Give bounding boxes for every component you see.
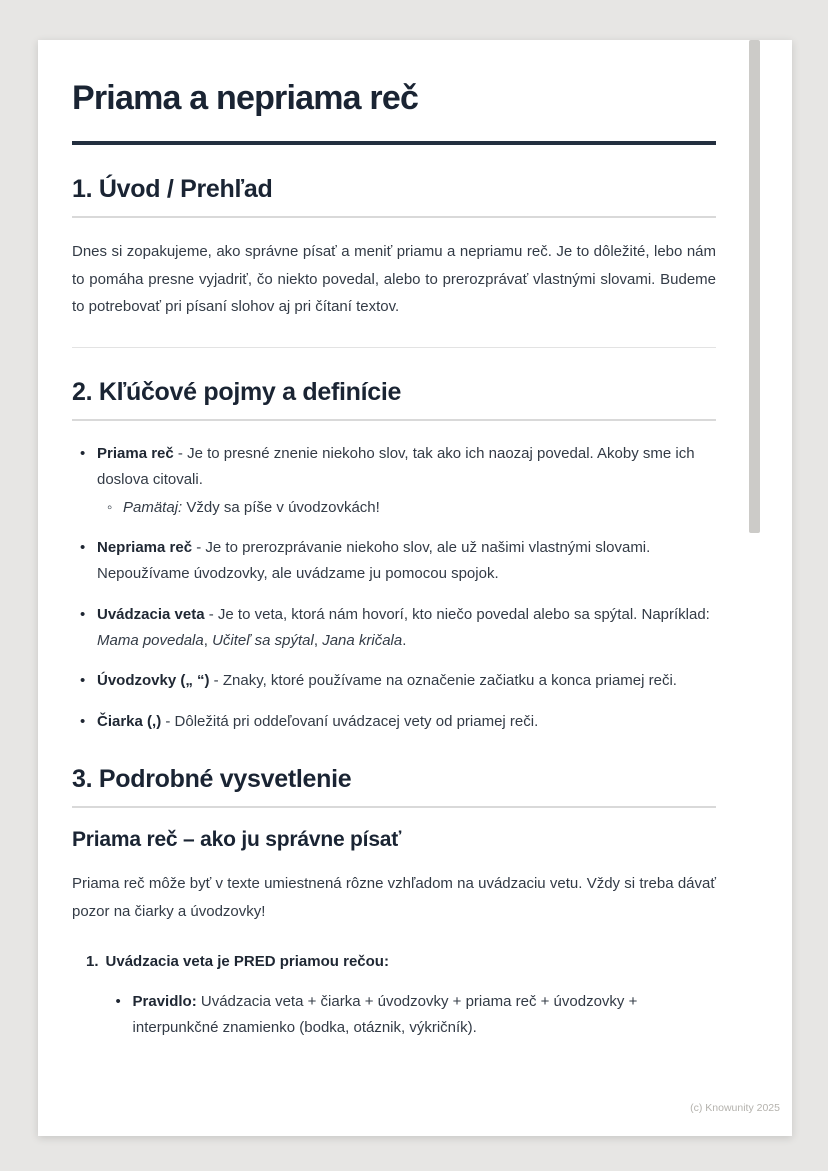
sentence-end: . <box>402 631 407 649</box>
definition-text: - Znaky, ktoré používame na označenie začiatku a konca priamej reči. <box>209 672 677 690</box>
rule-number: 1. <box>86 953 99 971</box>
section-intro <box>72 174 716 321</box>
section-divider <box>72 347 716 348</box>
document-title: Priama a nepriama reč <box>72 78 716 145</box>
rule-detail-label: Pravidlo: <box>132 992 197 1010</box>
subsection-heading: Priama reč – ako ju správne písať <box>72 827 402 851</box>
scrollbar-thumb[interactable] <box>749 40 760 533</box>
section-explanation <box>72 764 716 1041</box>
rule-body <box>106 949 716 1040</box>
concepts-heading: 2. Kľúčové pojmy a definície <box>72 377 716 421</box>
definition-item-uvodzovky <box>80 668 716 694</box>
definition-text: - Je to prerozprávanie niekoho slov, ale už našimi vlastnými slovami. Nepoužívame úvodzovky, ale uvádzame ju pomocou spojok. <box>97 539 651 582</box>
definition-item-nepriama-rec <box>80 535 716 587</box>
definition-text: - Dôležitá pri oddeľovaní uvádzacej vety od priamej reči. <box>161 713 539 731</box>
document-page <box>38 40 792 1136</box>
term-priama-rec: Priama reč <box>97 445 174 463</box>
note-item <box>107 495 716 521</box>
definition-text: - Je to veta, ktorá nám hovorí, kto niečo povedal alebo sa spýtal. Napríklad: <box>204 605 710 623</box>
definition-item-priama-rec <box>80 441 716 520</box>
definition-item-ciarka <box>80 709 716 735</box>
note-label: Pamätaj: <box>123 498 183 516</box>
rule-detail-list <box>106 989 716 1041</box>
term-nepriama-rec: Nepriama reč <box>97 539 193 557</box>
separator: , <box>313 631 323 649</box>
document-content <box>38 40 792 1041</box>
definition-item-uvadzacia-veta <box>80 602 716 654</box>
note-list <box>97 495 716 521</box>
explanation-paragraph: Priama reč môže byť v texte umiestnená rôzne vzhľadom na uvádzaciu vetu. Vždy si treba dávať pozor na čiarky a úvodzovky! <box>72 874 716 920</box>
separator: , <box>203 631 213 649</box>
explanation-heading: 3. Podrobné vysvetlenie <box>72 764 716 808</box>
definition-text: - Je to presné znenie niekoho slov, tak ako ich naozaj povedal. Akoby sme ich doslova citovali. <box>97 445 695 488</box>
intro-heading: 1. Úvod / Prehľad <box>72 174 716 218</box>
concepts-list <box>72 441 716 735</box>
intro-paragraph: Dnes si zopakujeme, ako správne písať a meniť priamu a nepriamu reč. Je to dôležité, lebo nám to pomáha presne vyjadriť, čo niekto povedal, alebo to prerozprávať vlastnými slovami. Budeme to potrebovať pri písaní slohov aj pri čítaní textov. <box>72 242 716 316</box>
rule-title: Uvádzacia veta je PRED priamou rečou: <box>105 953 389 971</box>
example-1: Mama povedala <box>97 631 204 649</box>
term-uvadzacia-veta: Uvádzacia veta <box>97 605 205 623</box>
scrollbar-track[interactable] <box>749 40 760 1136</box>
rule-detail-text: Uvádzacia veta + čiarka + úvodzovky + priama reč + úvodzovky + interpunkčné znamienko (bodka, otáznik, výkričník). <box>132 992 638 1036</box>
term-uvodzovky: Úvodzovky („ “) <box>97 672 210 690</box>
rule-item-1 <box>86 949 716 1040</box>
section-concepts <box>72 377 716 735</box>
rule-detail-item <box>116 989 716 1041</box>
footer-credit: (c) Knowunity 2025 <box>690 1102 780 1114</box>
note-text: Vždy sa píše v úvodzovkách! <box>182 498 380 516</box>
rules-list <box>72 949 716 1040</box>
example-2: Učiteľ sa spýtal <box>212 631 314 649</box>
example-3: Jana kričala <box>322 631 403 649</box>
term-ciarka: Čiarka (,) <box>97 713 162 731</box>
